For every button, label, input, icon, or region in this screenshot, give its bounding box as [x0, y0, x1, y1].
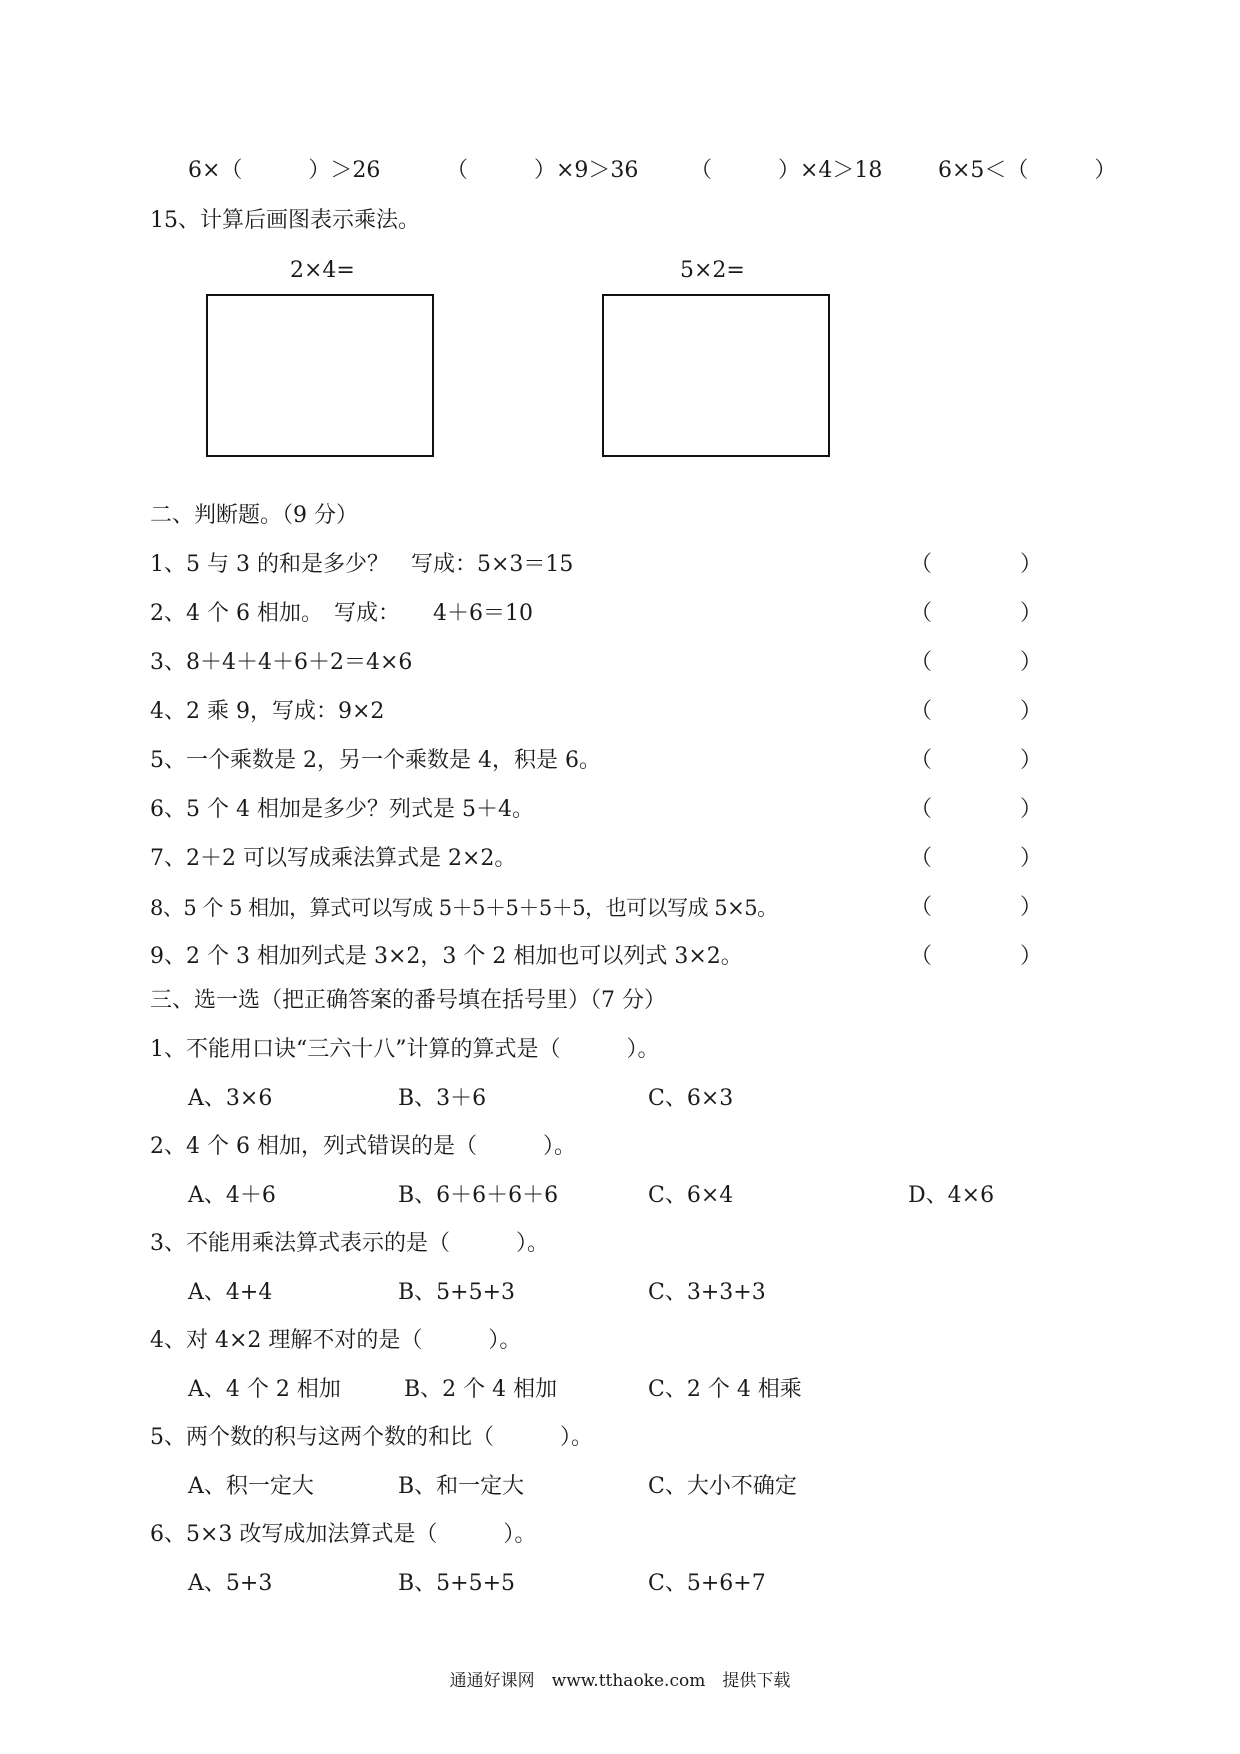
- mc-option-2d[interactable]: D、4×6: [908, 1183, 995, 1208]
- mc-option-6a[interactable]: A、5+3: [188, 1571, 273, 1596]
- mc-option-5a[interactable]: A、积一定大: [188, 1474, 314, 1499]
- mc-option-1b[interactable]: B、3＋6: [398, 1086, 487, 1111]
- mc-question-1: 1、不能用口诀“三六十八”计算的算式是（ ）。: [150, 1037, 660, 1062]
- tf-item-6: 6、5 个 4 相加是多少？列式是 5＋4。: [150, 797, 534, 822]
- mc-question-4: 4、对 4×2 理解不对的是（ ）。: [150, 1328, 522, 1353]
- mc-option-2b[interactable]: B、6＋6＋6＋6: [398, 1183, 559, 1208]
- tf-answer-2[interactable]: （ ）: [910, 601, 1043, 626]
- mc-option-5c[interactable]: C、大小不确定: [648, 1474, 797, 1499]
- tf-item-2: 2、4 个 6 相加。 写成： 4＋6＝10: [150, 601, 533, 626]
- mc-question-5: 5、两个数的积与这两个数的和比（ ）。: [150, 1425, 593, 1450]
- section3-title: 三、选一选（把正确答案的番号填在括号里）（7 分）: [150, 988, 666, 1013]
- tf-answer-9[interactable]: （ ）: [910, 944, 1043, 969]
- mc-option-3c[interactable]: C、3+3+3: [648, 1280, 766, 1305]
- compare-item-2: （ ）×9＞36: [446, 158, 639, 183]
- compare-item-3: （ ）×4＞18: [690, 158, 883, 183]
- tf-answer-1[interactable]: （ ）: [910, 552, 1043, 577]
- q15-expr-right: 5×2=: [680, 258, 745, 283]
- mc-question-6: 6、5×3 改写成加法算式是（ ）。: [150, 1522, 537, 1547]
- tf-answer-4[interactable]: （ ）: [910, 699, 1043, 724]
- mc-option-4c[interactable]: C、2 个 4 相乘: [648, 1377, 802, 1402]
- tf-item-7: 7、2＋2 可以写成乘法算式是 2×2。: [150, 846, 517, 871]
- compare-item-4: 6×5＜（ ）: [938, 158, 1117, 183]
- tf-answer-5[interactable]: （ ）: [910, 748, 1043, 773]
- page-footer: 通通好课网 www.tthaoke.com 提供下载: [449, 1671, 791, 1691]
- q15-title: 15、计算后画图表示乘法。: [150, 208, 420, 233]
- mc-option-2c[interactable]: C、6×4: [648, 1183, 734, 1208]
- compare-item-1: 6×（ ）＞26: [188, 158, 381, 183]
- mc-question-2: 2、4 个 6 相加，列式错误的是（ ）。: [150, 1134, 576, 1159]
- section2-title: 二、判断题。（9 分）: [150, 503, 358, 528]
- drawing-box-left[interactable]: [206, 294, 434, 457]
- tf-answer-7[interactable]: （ ）: [910, 846, 1043, 871]
- q15-expr-left: 2×4=: [290, 258, 355, 283]
- tf-item-4: 4、2 乘 9，写成：9×2: [150, 699, 385, 724]
- tf-answer-3[interactable]: （ ）: [910, 650, 1043, 675]
- mc-option-2a[interactable]: A、4＋6: [188, 1183, 276, 1208]
- drawing-box-right[interactable]: [602, 294, 830, 457]
- mc-option-4b[interactable]: B、2 个 4 相加: [404, 1377, 558, 1402]
- mc-option-1c[interactable]: C、6×3: [648, 1086, 734, 1111]
- tf-item-8: 8、5 个 5 相加，算式可以写成 5＋5＋5＋5＋5，也可以写成 5×5。: [150, 896, 778, 920]
- mc-option-3b[interactable]: B、5+5+3: [398, 1280, 516, 1305]
- tf-item-1: 1、5 与 3 的和是多少？ 写成：5×3＝15: [150, 552, 574, 577]
- mc-option-1a[interactable]: A、3×6: [188, 1086, 273, 1111]
- mc-option-5b[interactable]: B、和一定大: [398, 1474, 525, 1499]
- tf-item-3: 3、8＋4＋4＋6＋2＝4×6: [150, 650, 413, 675]
- mc-option-3a[interactable]: A、4+4: [188, 1280, 273, 1305]
- tf-answer-8[interactable]: （ ）: [910, 895, 1043, 920]
- tf-item-9: 9、2 个 3 相加列式是 3×2，3 个 2 相加也可以列式 3×2。: [150, 944, 743, 969]
- mc-option-6b[interactable]: B、5+5+5: [398, 1571, 516, 1596]
- mc-question-3: 3、不能用乘法算式表示的是（ ）。: [150, 1231, 549, 1256]
- tf-item-5: 5、一个乘数是 2，另一个乘数是 4，积是 6。: [150, 748, 601, 773]
- mc-option-4a[interactable]: A、4 个 2 相加: [188, 1377, 341, 1402]
- mc-option-6c[interactable]: C、5+6+7: [648, 1571, 766, 1596]
- tf-answer-6[interactable]: （ ）: [910, 797, 1043, 822]
